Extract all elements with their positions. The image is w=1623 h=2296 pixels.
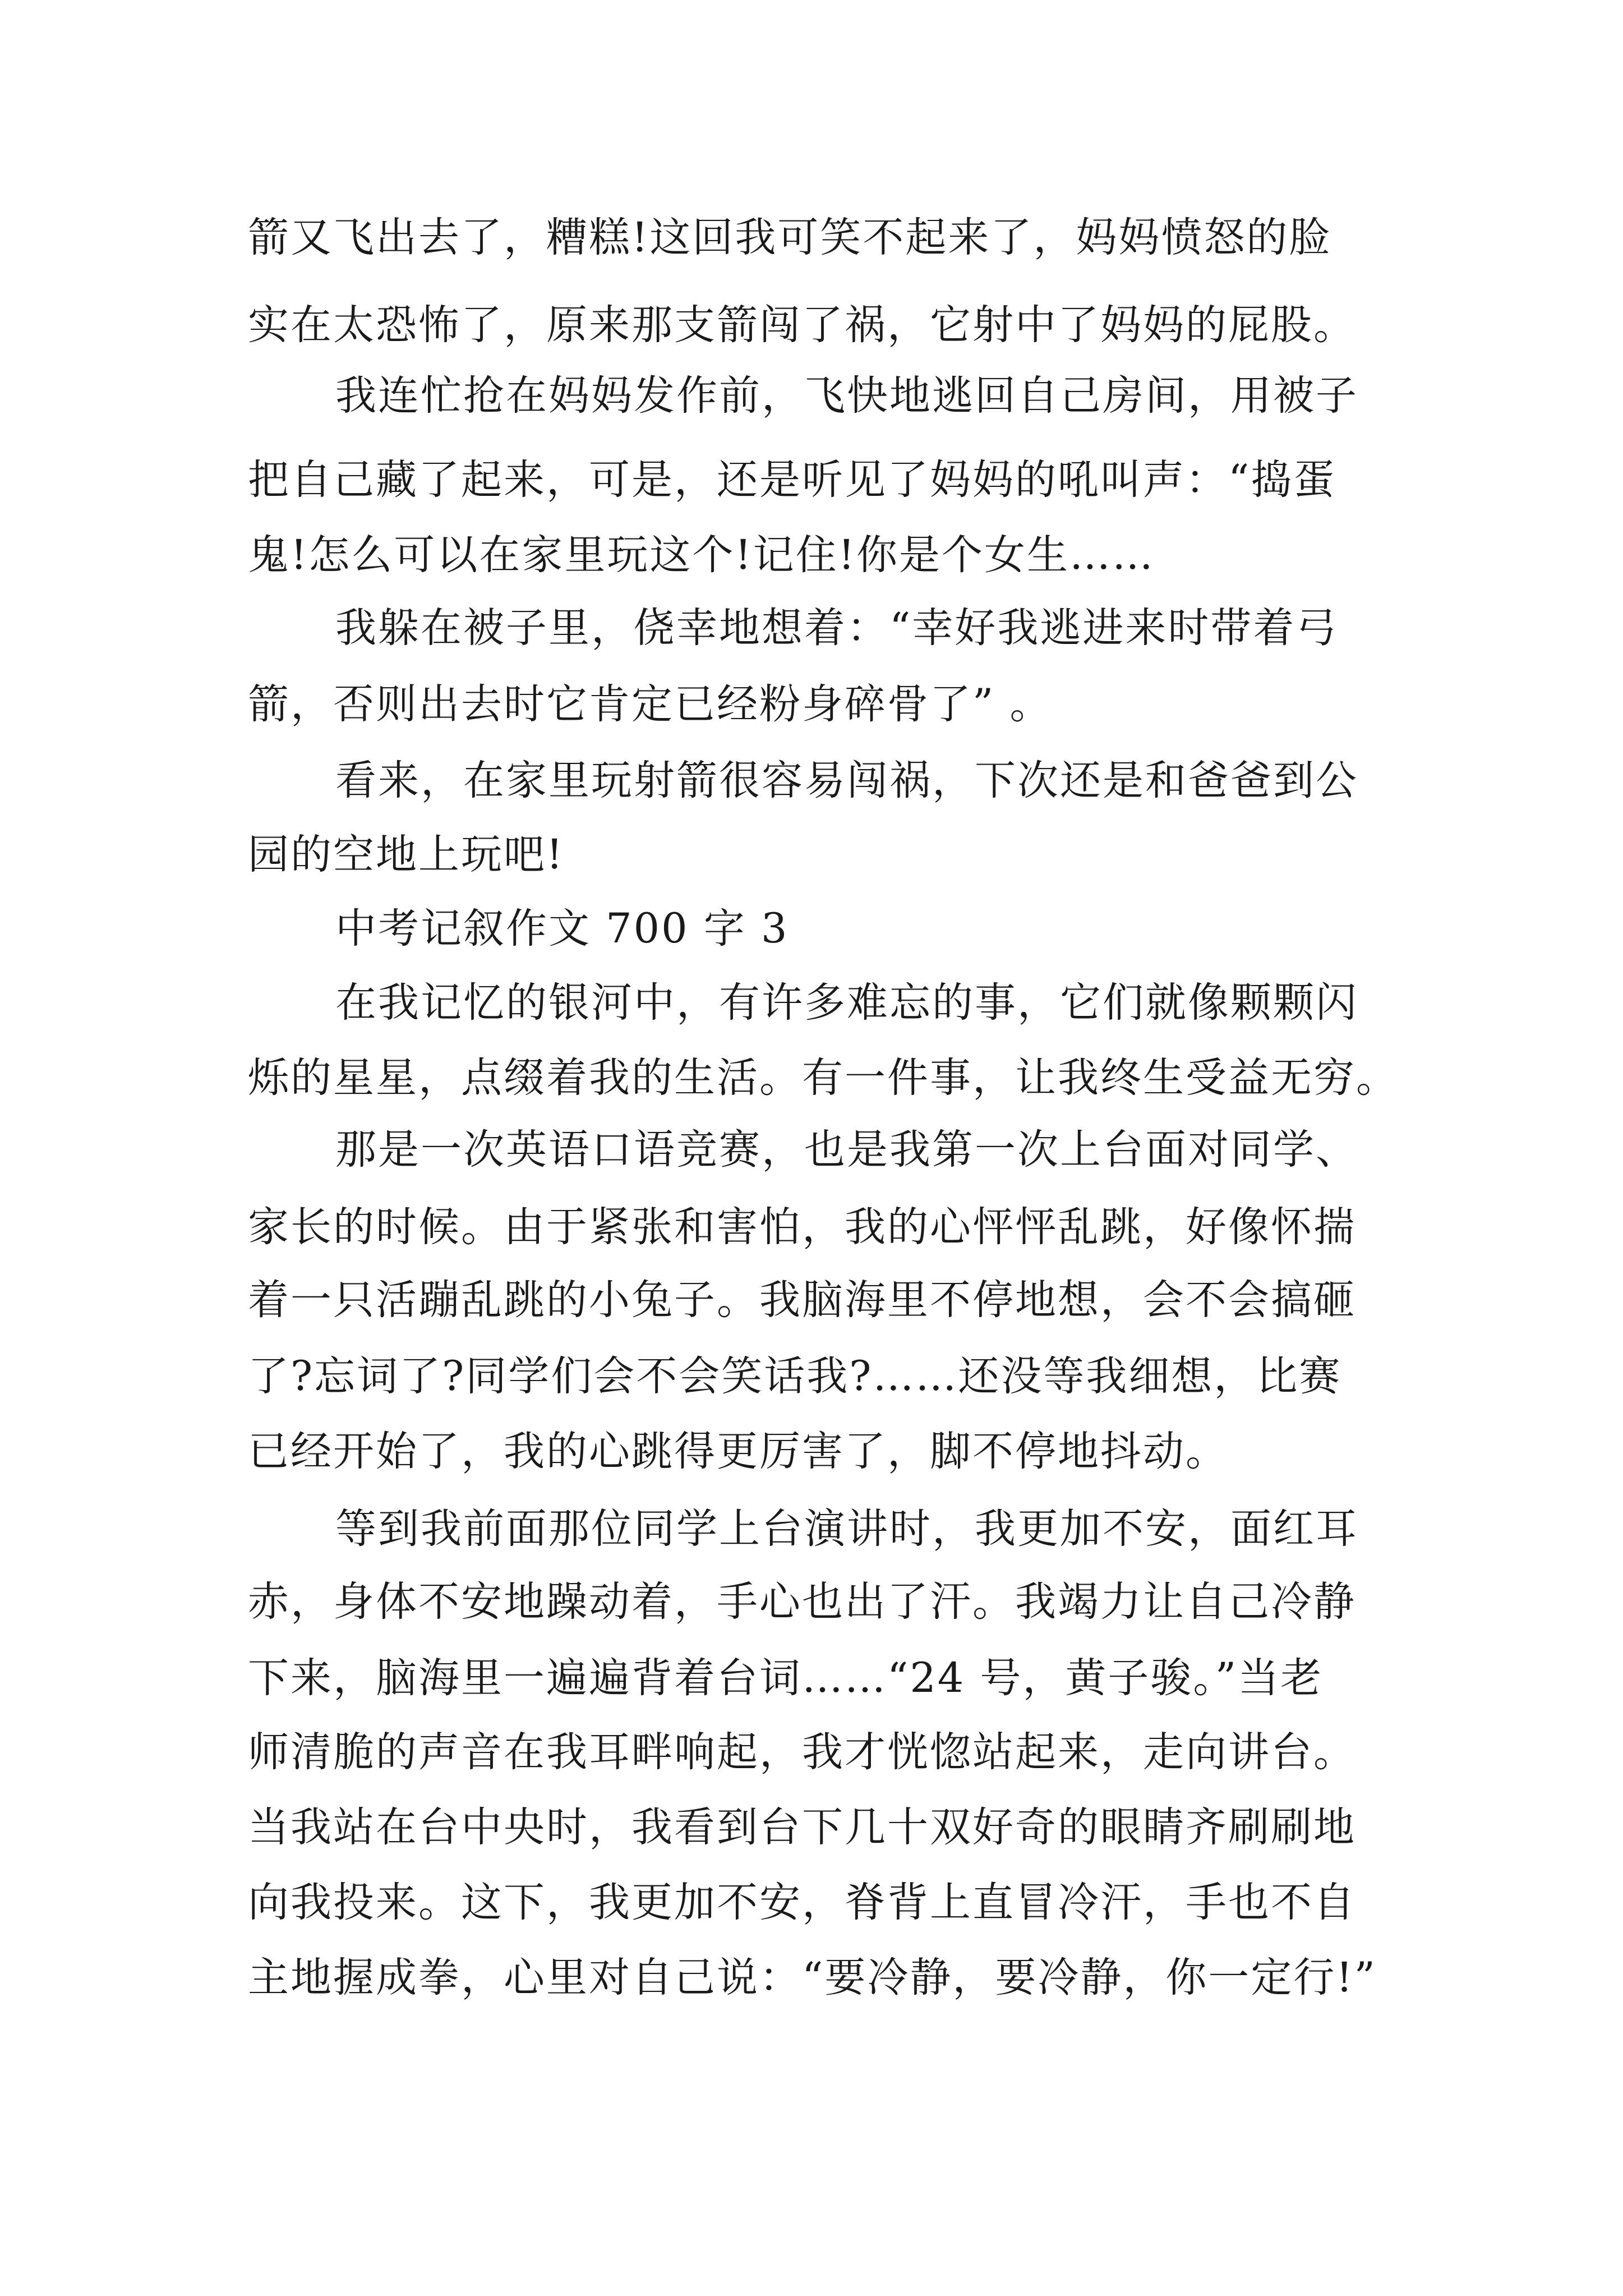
text-line: 箭，否则出去时它肯定已经粉身碎骨了” 。: [248, 680, 1053, 728]
text-line: 已经开始了，我的心跳得更厉害了，脚不停地抖动。: [248, 1428, 1228, 1475]
paragraph-start-line: 等到我前面那位同学上台演讲时，我更加不安，面红耳: [335, 1505, 1358, 1553]
text-line: 园的空地上玩吧!: [248, 831, 565, 878]
text-line: 实在太恐怖了，原来那支箭闯了祸，它射中了妈妈的屁股。: [248, 301, 1356, 349]
section-heading: 中考记叙作文 700 字 3: [335, 905, 789, 953]
text-line: 当我站在台中央时，我看到台下几十双好奇的眼睛齐刷刷地: [248, 1803, 1356, 1851]
paragraph-start-line: 看来，在家里玩射箭很容易闯祸，下次还是和爸爸到公: [335, 757, 1358, 804]
text-line: 把自己藏了起来，可是，还是听见了妈妈的吼叫声：“捣蛋: [248, 456, 1336, 504]
text-line: 鬼!怎么可以在家里玩这个!记住!你是个女生……: [248, 531, 1155, 579]
paragraph-start-line: 在我记忆的银河中，有许多难忘的事，它们就像颗颗闪: [335, 979, 1358, 1027]
text-line: 箭又飞出去了，糟糕!这回我可笑不起来了，妈妈愤怒的脸: [248, 214, 1332, 261]
text-line: 师清脆的声音在我耳畔响起，我才恍惚站起来，走向讲台。: [248, 1728, 1356, 1776]
paragraph-start-line: 我连忙抢在妈妈发作前，飞快地逃回自己房间，用被子: [335, 372, 1358, 420]
text-line: 着一只活蹦乱跳的小兔子。我脑海里不停地想，会不会搞砸: [248, 1276, 1356, 1324]
text-line: 家长的时候。由于紧张和害怕，我的心怦怦乱跳，好像怀揣: [248, 1203, 1356, 1251]
text-line: 下来，脑海里一遍遍背着台词……“24 号，黄子骏。”当老: [248, 1654, 1324, 1702]
text-line: 赤，身体不安地躁动着，手心也出了汗。我竭力让自己冷静: [248, 1578, 1356, 1626]
paragraph-start-line: 那是一次英语口语竞赛，也是我第一次上台面对同学、: [335, 1126, 1358, 1174]
text-line: 向我投来。这下，我更加不安，脊背上直冒冷汗，手也不自: [248, 1879, 1356, 1926]
paragraph-start-line: 我躲在被子里，侥幸地想着：“幸好我逃进来时带着弓: [335, 604, 1339, 652]
text-line: 烁的星星，点缀着我的生活。有一件事，让我终生受益无穷。: [248, 1054, 1399, 1102]
text-line: 主地握成拳，心里对自己说：“要冷静，要冷静，你一定行!”: [248, 1954, 1377, 2001]
text-line: 了?忘词了?同学们会不会笑话我?……还没等我细想，比赛: [248, 1352, 1342, 1400]
